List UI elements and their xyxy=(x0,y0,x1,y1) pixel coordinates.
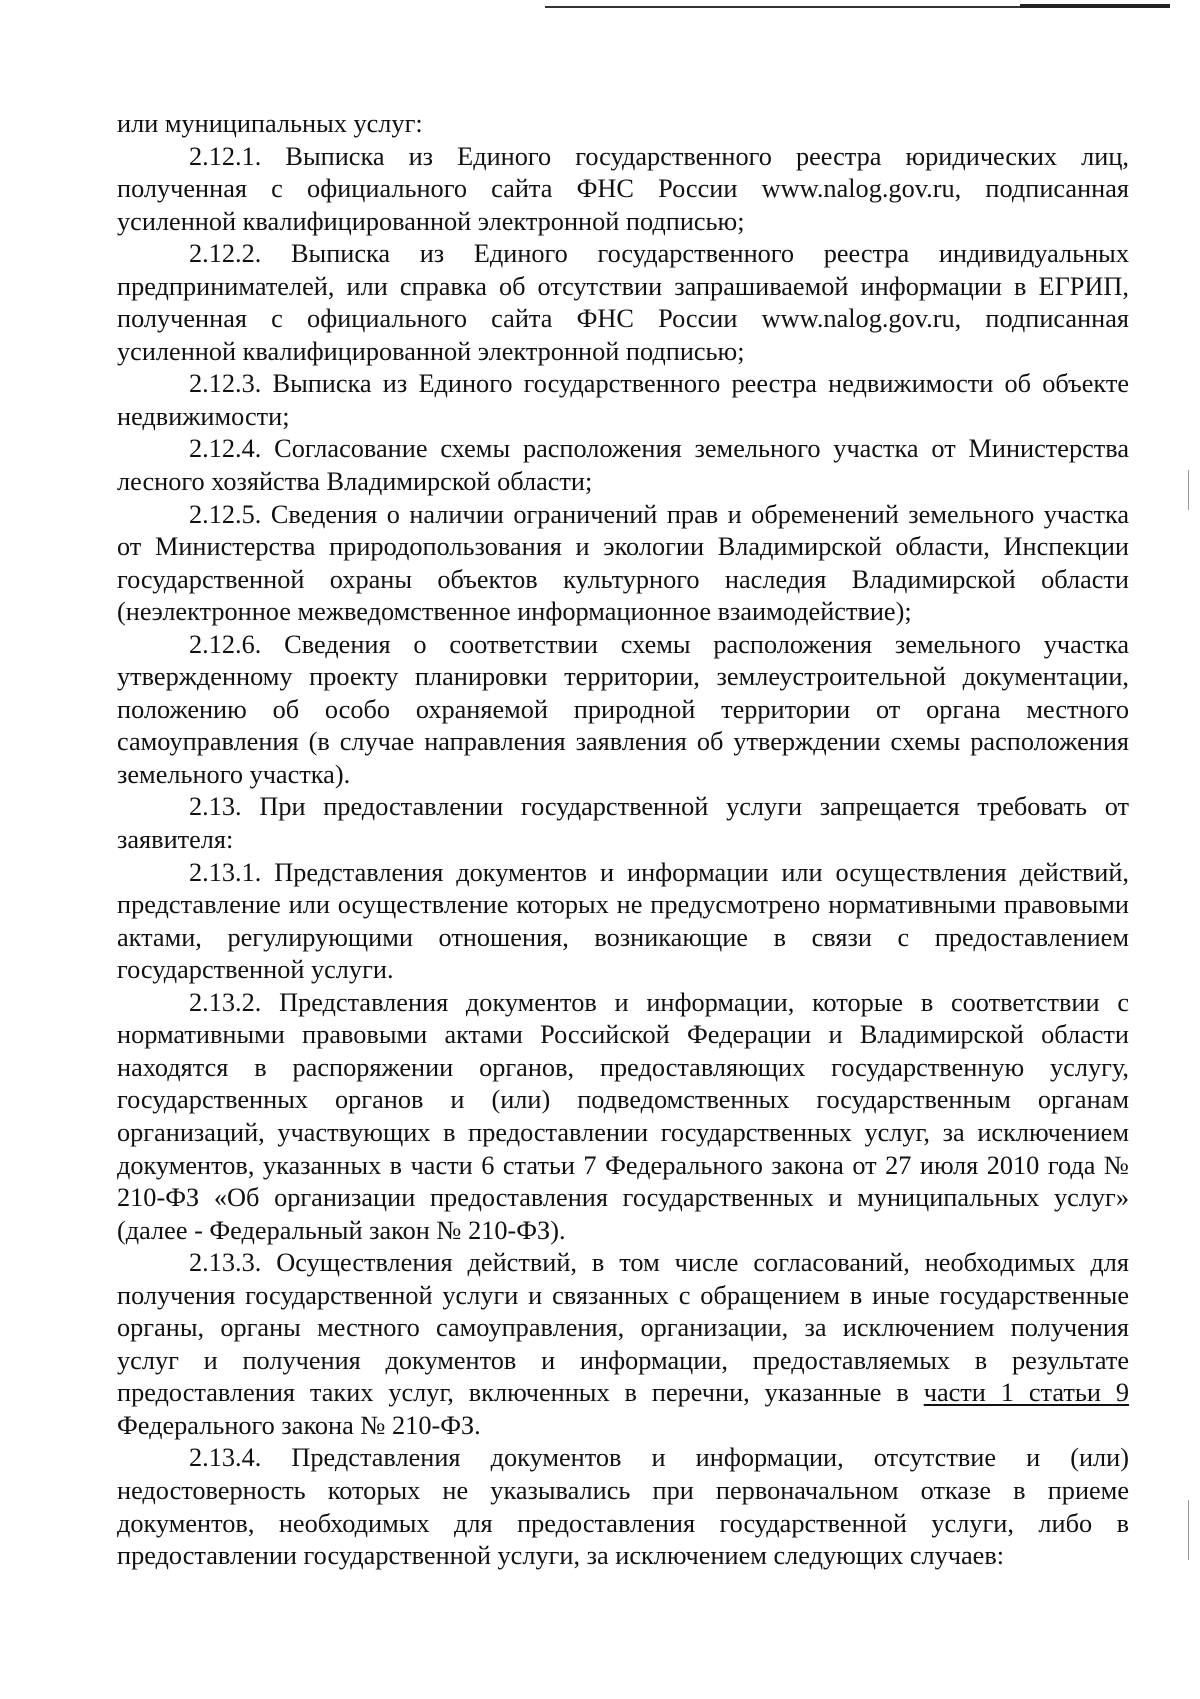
paragraph-number: 2.13.4. xyxy=(189,1443,262,1473)
paragraph-text: или муниципальных услуг: xyxy=(117,109,423,138)
paragraph-2-12-6 xyxy=(117,629,1129,792)
paragraph-2-12-1 xyxy=(117,141,1129,239)
paragraph-2-13-3 xyxy=(117,1247,1129,1442)
paragraph-number: 2.13.2. xyxy=(189,987,262,1017)
paragraph-number: 2.12.3. xyxy=(189,369,262,399)
scan-edge-artifact xyxy=(1188,1500,1189,1560)
paragraph-text: При предоставлении государственной услуги запрещается требовать от заявителя: xyxy=(117,792,1129,855)
paragraph-2-12-3 xyxy=(117,368,1129,433)
paragraph-2-13-1 xyxy=(117,857,1129,987)
paragraph-text: Представления документов и информации, которые в соответствии с нормативными правовыми актами Российской Федерации и Владимирской области находятся в распоряжении органов, предоставляющих государственную услугу, государственных органов и (или) подведомственных государственным органам организаций, участвующих в предоставлении государственных услуг, за исключением документов, указанных в части 6 статьи 7 Федерального закона от 27 июля 2010 года № 210-ФЗ «Об организации предоставления государственных и муниципальных услуг» (далее - Федеральный закон № 210-ФЗ). xyxy=(117,987,1129,1245)
document-body xyxy=(117,108,1129,1573)
paragraph-text: Выписка из Единого государственного реестра юридических лиц, полученная с официального сайта ФНС России www.nalog.gov.ru, подписанная усиленной квалифицированной электронной подписью; xyxy=(117,141,1129,236)
paragraph-2-12-5 xyxy=(117,499,1129,629)
scan-edge-artifact xyxy=(1188,470,1189,510)
paragraph-text: Представления документов и информации, отсутствие и (или) недостоверность которых не указывались при первоначальном отказе в приеме документов, необходимых для предоставления государственной услуги, либо в предоставлении государственной услуги, за исключением следующих случаев: xyxy=(117,1443,1130,1571)
scan-edge-mark xyxy=(1020,4,1170,8)
paragraph-2-12-4 xyxy=(117,433,1129,498)
paragraph-2-13-2 xyxy=(117,987,1129,1247)
paragraph-text: Осуществления действий, в том числе согласований, необходимых для получения государственной услуги и связанных с обращением в иные государственные органы, органы местного самоуправления, организации, за исключением получения услуг и получения документов и информации, предоставляемых в результате предоставления таких услуг, включенных в перечни, указанные в xyxy=(117,1248,1129,1408)
paragraph-text: Сведения о соответствии схемы расположения земельного участка утвержденному проекту планировки территории, землеустроительной документации, положению об особо охраняемой природной территории от органа местного самоуправления (в случае направления заявления об утверждении схемы расположения земельного участка). xyxy=(117,629,1129,789)
paragraph-2-13-4 xyxy=(117,1442,1129,1572)
paragraph-number: 2.13.3. xyxy=(189,1248,262,1278)
law-reference-link[interactable]: части 1 статьи 9 xyxy=(923,1378,1129,1408)
paragraph-number: 2.13.1. xyxy=(189,857,262,887)
paragraph-text: Выписка из Единого государственного реестра недвижимости об объекте недвижимости; xyxy=(117,369,1129,431)
paragraph-text: Согласование схемы расположения земельного участка от Министерства лесного хозяйства Владимирской области; xyxy=(117,434,1130,497)
paragraph-intro-fragment xyxy=(117,108,1129,141)
paragraph-number: 2.12.1. xyxy=(189,141,262,171)
paragraph-number: 2.12.2. xyxy=(189,239,262,269)
paragraph-text: Представления документов и информации или осуществления действий, представление или осуществление которых не предусмотрено нормативными правовыми актами, регулирующими отношения, возникающие в связи с предоставлением государственной услуги. xyxy=(117,857,1129,985)
paragraph-text: Выписка из Единого государственного реестра индивидуальных предпринимателей, или справка об отсутствии запрашиваемой информации в ЕГРИП, полученная с официального сайта ФНС России www.nalog.gov.ru, подписанная усиленной квалифицированной электронной подписью; xyxy=(117,239,1129,366)
paragraph-number: 2.13. xyxy=(189,792,242,822)
paragraph-2-12-2 xyxy=(117,238,1129,368)
paragraph-number: 2.12.4. xyxy=(189,434,262,464)
paragraph-text: Федерального закона № 210-ФЗ. xyxy=(117,1410,481,1440)
paragraph-2-13 xyxy=(117,791,1129,856)
paragraph-number: 2.12.5. xyxy=(189,499,262,529)
paragraph-text: Сведения о наличии ограничений прав и обременений земельного участка от Министерства природопользования и экологии Владимирской области, Инспекции государственной охраны объектов культурного наследия Владимирской области (неэлектронное межведомственное информационное взаимодействие); xyxy=(117,499,1129,627)
paragraph-number: 2.12.6. xyxy=(189,629,262,659)
